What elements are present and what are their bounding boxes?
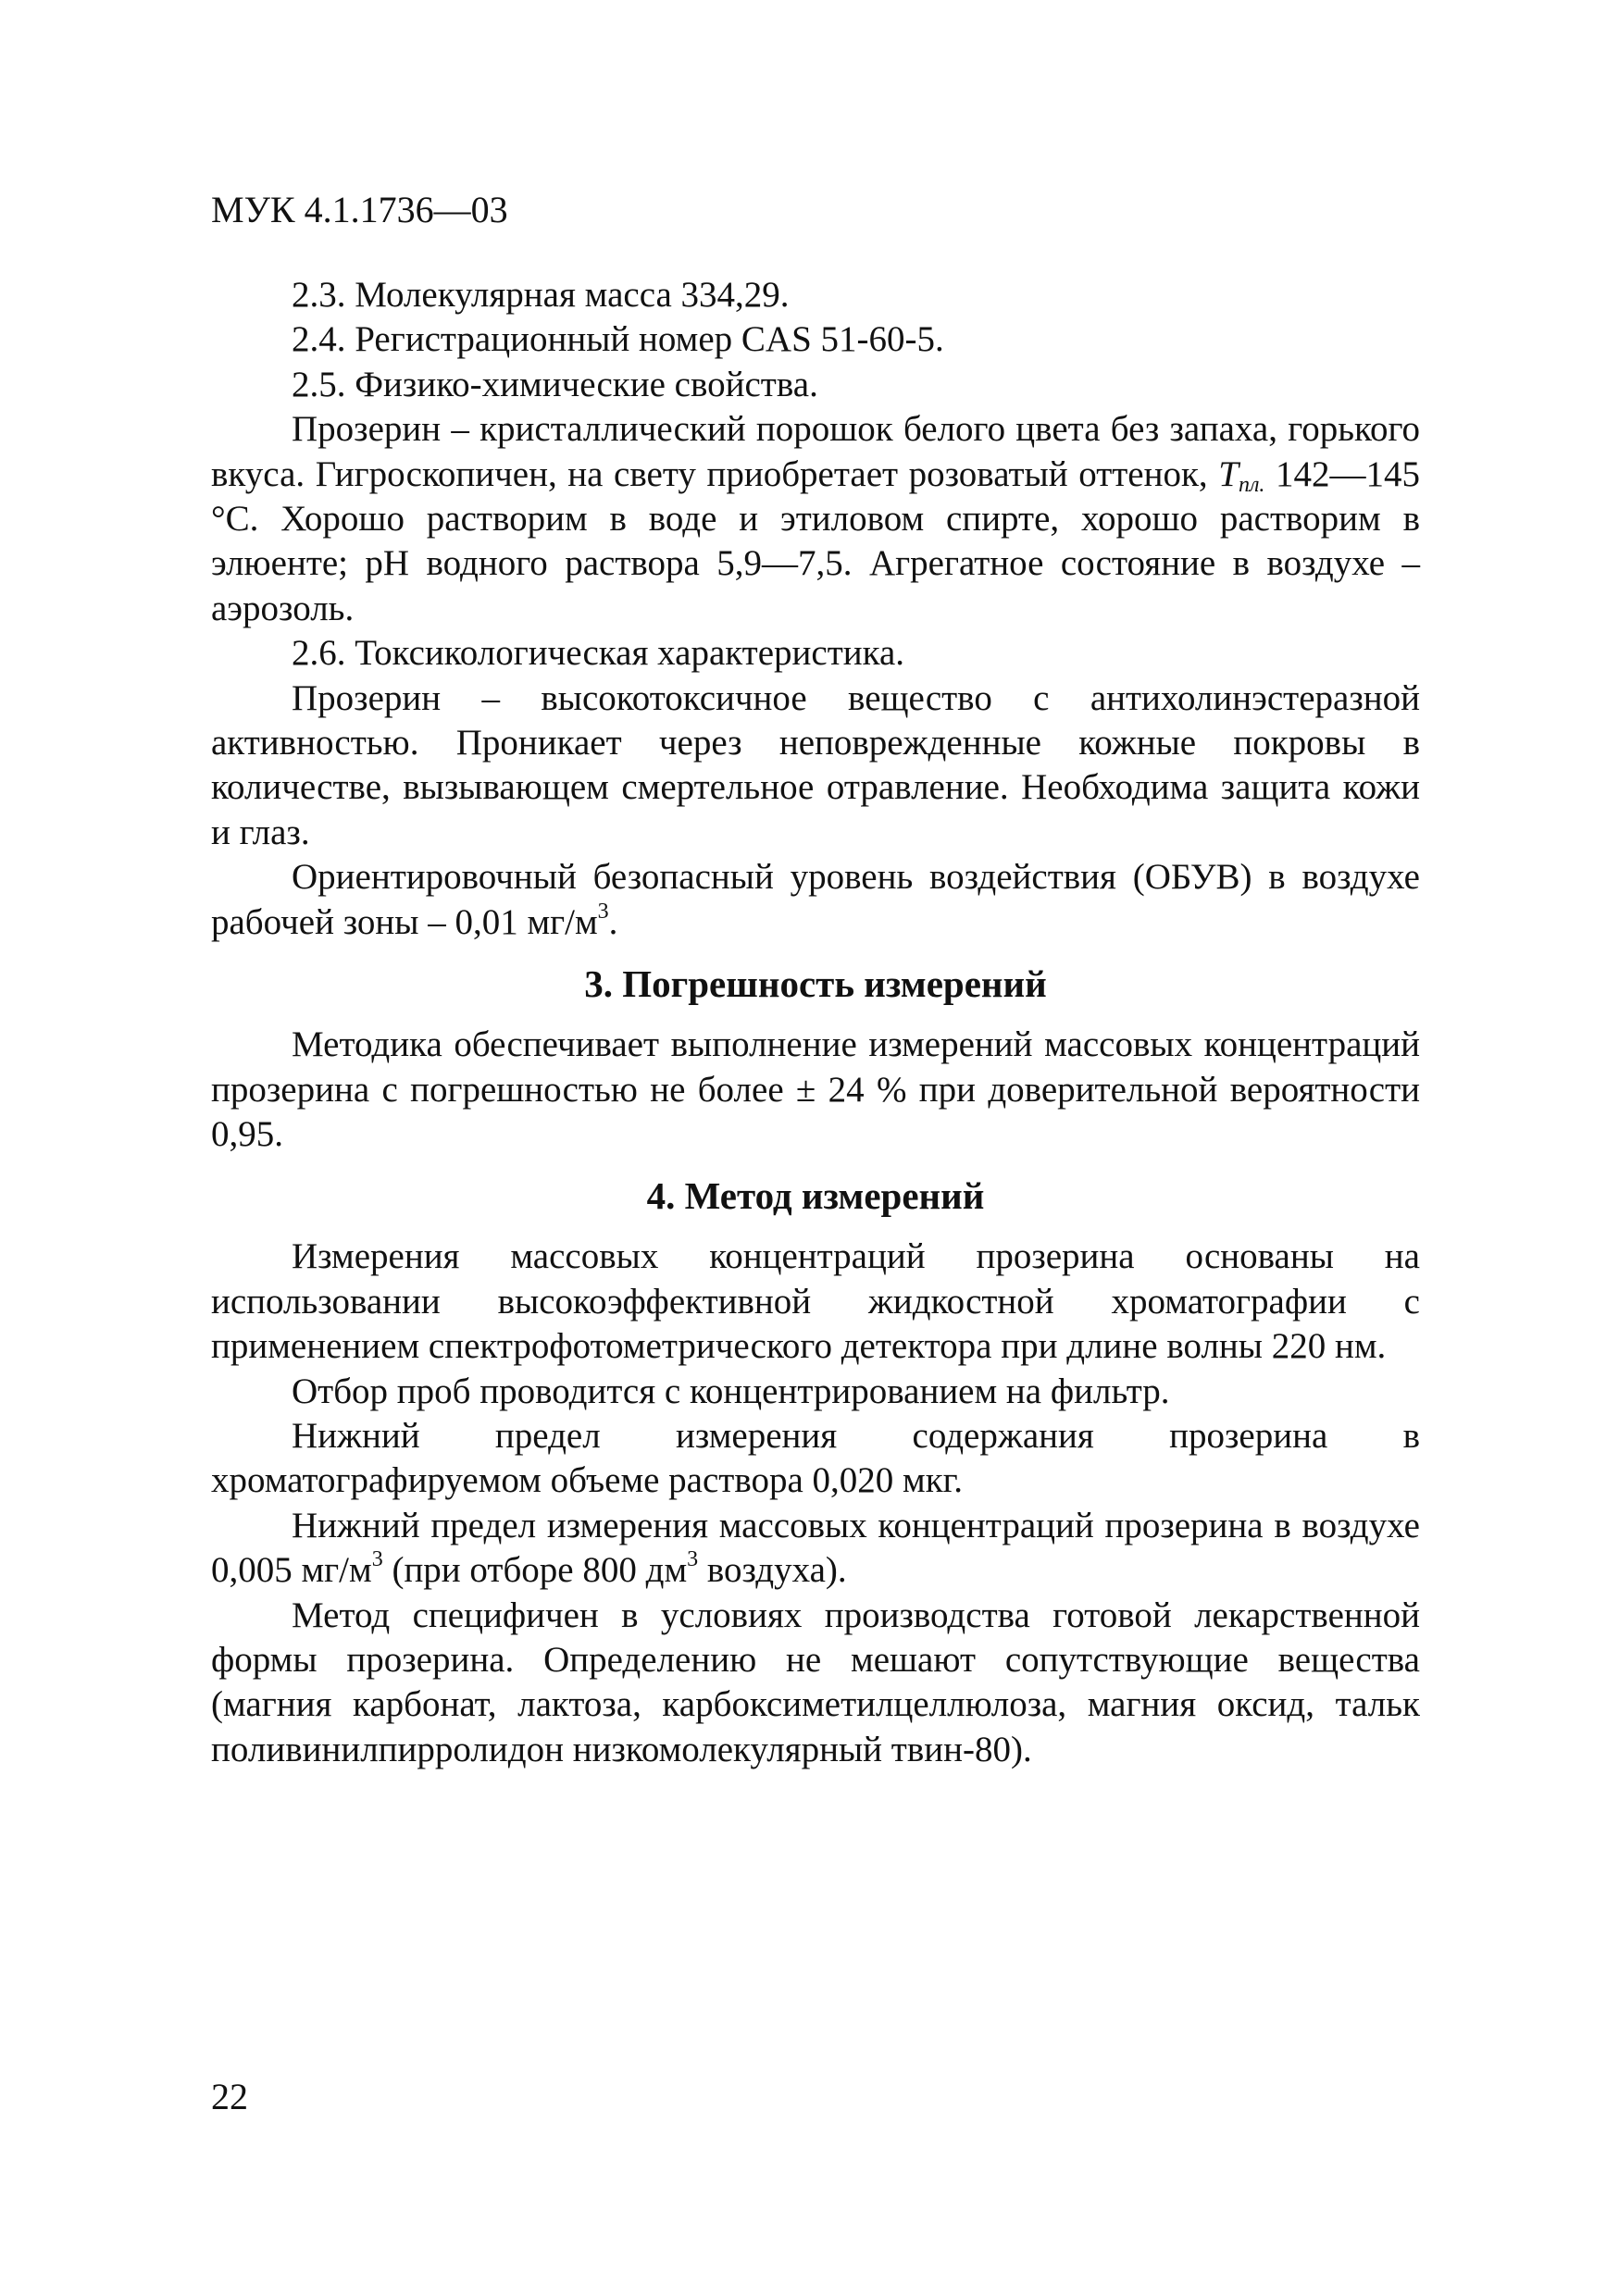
obuv-text-end: . bbox=[608, 901, 618, 942]
page-number: 22 bbox=[211, 2076, 248, 2117]
melting-symbol-subscript: пл. bbox=[1238, 472, 1265, 497]
paragraph-description bbox=[211, 407, 1420, 631]
document-body bbox=[211, 273, 1420, 1772]
section4-paragraph-1: Измерения массовых концентраций прозерина основаны на использовании высокоэффективной жидкостной хроматографии с применением спектрофотометрического детектора при длине волны 220 нм. bbox=[211, 1236, 1420, 1367]
section4-paragraph-5: Метод специфичен в условиях производства готовой лекарственной формы прозерина. Определению не мешают сопутствующие вещества (магния карбонат, лактоза, карбоксиметилцеллюлоза, магния оксид, тальк поливинилпирролидон низкомолекулярный твин-80). bbox=[211, 1595, 1420, 1769]
paragraph-tox-text: Прозерин – высокотоксичное вещество с антихолинэстеразной активностью. Проникает через неповрежденные кожные покровы в количестве, вызывающем смертельное отравление. Необходима защита кожи и глаз. bbox=[211, 677, 1420, 852]
para4-text-mid: (при отборе 800 дм bbox=[382, 1550, 688, 1591]
paragraph-cas-number: 2.4. Регистрационный номер CAS 51-60-5. bbox=[292, 319, 944, 360]
para4-text-start: Нижний предел измерения массовых концентраций прозерина в воздухе 0,005 мг/м bbox=[211, 1505, 1420, 1591]
para4-text-end: воздуха). bbox=[698, 1550, 847, 1591]
section3-text: Методика обеспечивает выполнение измерений массовых концентраций прозерина с погрешностью не более ± 24 % при доверительной вероятности 0,95. bbox=[211, 1024, 1420, 1154]
paragraph-molecular-mass: 2.3. Молекулярная масса 334,29. bbox=[292, 275, 790, 315]
paragraph-phys-chem-title: 2.5. Физико-химические свойства. bbox=[292, 364, 818, 404]
description-text-end: 142—145 °С. Хорошо растворим в воде и этиловом спирте, хорошо растворим в элюенте; pH водного раствора 5,9—7,5. Агрегатное состояние в воздухе – аэрозоль. bbox=[211, 453, 1421, 628]
section4-paragraph-3: Нижний предел измерения содержания прозерина в хроматографируемом объеме раствора 0,020 мкг. bbox=[211, 1415, 1420, 1501]
document-code-header: МУК 4.1.1736—03 bbox=[211, 189, 508, 230]
section3-heading: 3. Погрешность измерений bbox=[584, 962, 1047, 1006]
obuv-text: Ориентировочный безопасный уровень воздействия (ОБУВ) в воздухе рабочей зоны – 0,01 мг/м bbox=[211, 857, 1420, 942]
section4-paragraph-4 bbox=[211, 1504, 1420, 1594]
obuv-unit-superscript: 3 bbox=[597, 899, 609, 924]
melting-symbol-letter: T bbox=[1218, 453, 1239, 494]
paragraph-tox-title: 2.6. Токсикологическая характеристика. bbox=[292, 633, 905, 674]
paragraph-obuv bbox=[211, 855, 1420, 945]
section4-paragraph-2: Отбор проб проводится с концентрированием на фильтр. bbox=[292, 1371, 1170, 1411]
para4-superscript-2: 3 bbox=[687, 1547, 699, 1572]
para4-superscript-1: 3 bbox=[371, 1547, 383, 1572]
description-text-start: Прозерин – кристаллический порошок белого цвета без запаха, горького вкуса. Гигроскопичен, на свету приобретает розоватый оттенок, bbox=[211, 409, 1420, 494]
section4-heading: 4. Метод измерений bbox=[646, 1174, 985, 1218]
melting-point-symbol bbox=[1218, 453, 1265, 497]
